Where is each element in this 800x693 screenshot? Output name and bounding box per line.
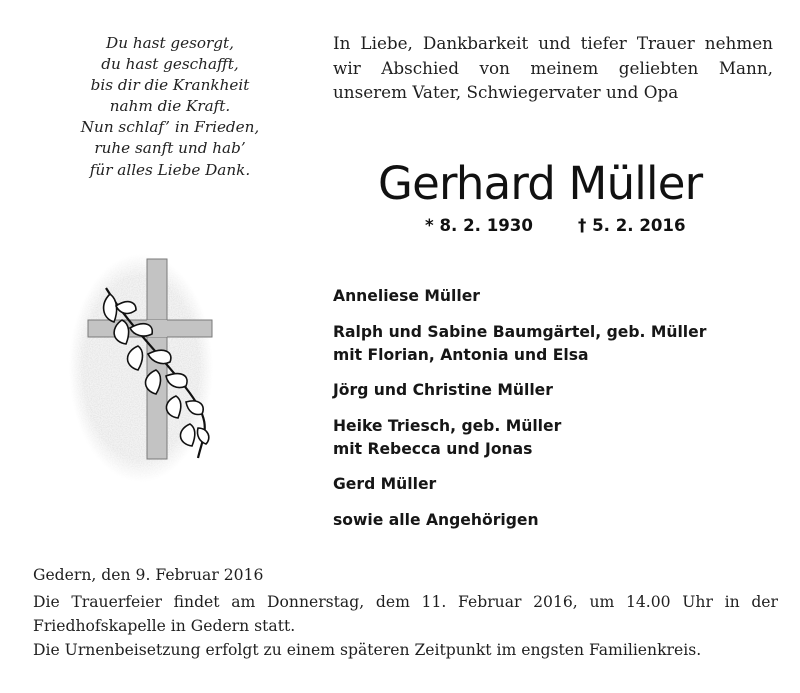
funeral-details (33, 563, 778, 662)
mourner-group (333, 473, 773, 496)
death-date: † 5. 2. 2016 (578, 216, 686, 235)
mourner-line: Jörg und Christine Müller (333, 381, 553, 399)
mourner-line: Ralph und Sabine Baumgärtel, geb. Müller (333, 323, 707, 341)
mourner-group (333, 509, 773, 532)
intro-text: In Liebe, Dankbarkeit und tiefer Trauer nehmen wir Abschied von meinem geliebten Mann, unserem Vater, Schwiegervater und Opa (333, 33, 773, 102)
mourner-group (333, 285, 773, 308)
poem-line: nahm die Kraft. (109, 97, 231, 116)
mourner-line: mit Florian, Antonia und Elsa (333, 346, 589, 364)
place-and-date: Gedern, den 9. Februar 2016 (33, 566, 264, 584)
cross-with-palm-branch-icon (66, 252, 216, 484)
mourner-line: Anneliese Müller (333, 287, 480, 305)
mourner-line: Gerd Müller (333, 475, 437, 493)
poem (60, 33, 280, 181)
urn-burial-info: Die Urnenbeisetzung erfolgt zu einem späteren Zeitpunkt im engsten Familienkreis. (33, 641, 702, 659)
poem-line: du hast geschafft, (101, 55, 239, 74)
poem-line: ruhe sanft und hab’ (94, 139, 246, 158)
poem-line: bis dir die Krankheit (90, 76, 250, 95)
mourner-group (333, 415, 773, 461)
mourners-list (333, 285, 773, 545)
funeral-service-info: Die Trauerfeier findet am Donnerstag, dem 11. Februar 2016, um 14.00 Uhr in der Friedhofskapelle in Gedern statt. (33, 593, 778, 635)
poem-line: für alles Liebe Dank. (89, 160, 251, 179)
mourner-line: Heike Triesch, geb. Müller (333, 417, 562, 435)
deceased-name: Gerhard Müller (378, 157, 703, 210)
poem-line: Du hast gesorgt, (106, 34, 234, 52)
mourner-group (333, 321, 773, 367)
mourner-line: mit Rebecca und Jonas (333, 440, 533, 458)
poem-line: Nun schlaf’ in Frieden, (80, 118, 260, 137)
mourner-group (333, 379, 773, 402)
mourner-line: sowie alle Angehörigen (333, 511, 539, 529)
speckled-oval-background (69, 254, 213, 482)
birth-date: * 8. 2. 1930 (425, 216, 533, 235)
